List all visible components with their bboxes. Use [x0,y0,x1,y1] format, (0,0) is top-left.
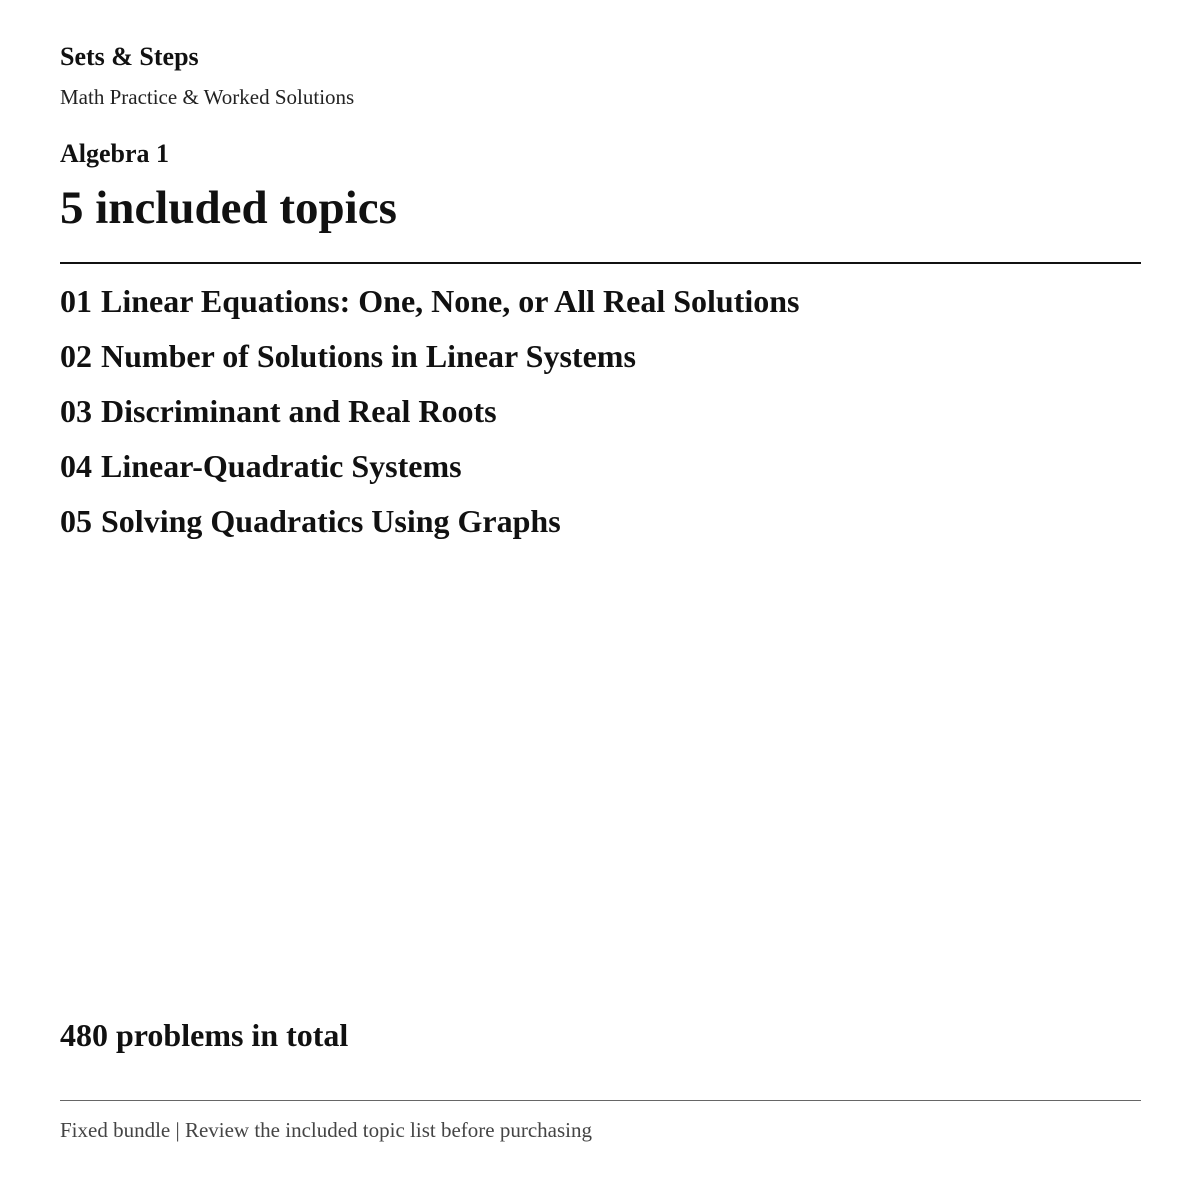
page-title: 5 included topics [60,182,397,234]
topic-title: Linear-Quadratic Systems [101,448,462,484]
problem-total: 480 problems in total [60,1017,349,1053]
course-name: Algebra 1 [60,139,170,168]
topic-item [60,280,799,335]
topic-number: 04 [60,448,92,484]
topic-list [60,280,799,555]
topic-title: Linear Equations: One, None, or All Real Solutions [101,283,800,319]
brand-name: Sets & Steps [60,42,199,71]
topic-item [60,500,799,555]
topic-number: 05 [60,503,92,539]
topic-item [60,335,799,390]
topic-title: Number of Solutions in Linear Systems [101,338,636,374]
footer-divider [60,1100,1141,1101]
topic-title: Solving Quadratics Using Graphs [101,503,561,539]
topic-number: 01 [60,283,92,319]
topic-item [60,390,799,445]
topic-number: 03 [60,393,92,429]
header-divider [60,262,1141,264]
topic-title: Discriminant and Real Roots [101,393,497,429]
topic-number: 02 [60,338,92,374]
brand-tagline: Math Practice & Worked Solutions [60,85,355,109]
topic-item [60,445,799,500]
footer-note: Fixed bundle | Review the included topic list before purchasing [60,1118,592,1142]
